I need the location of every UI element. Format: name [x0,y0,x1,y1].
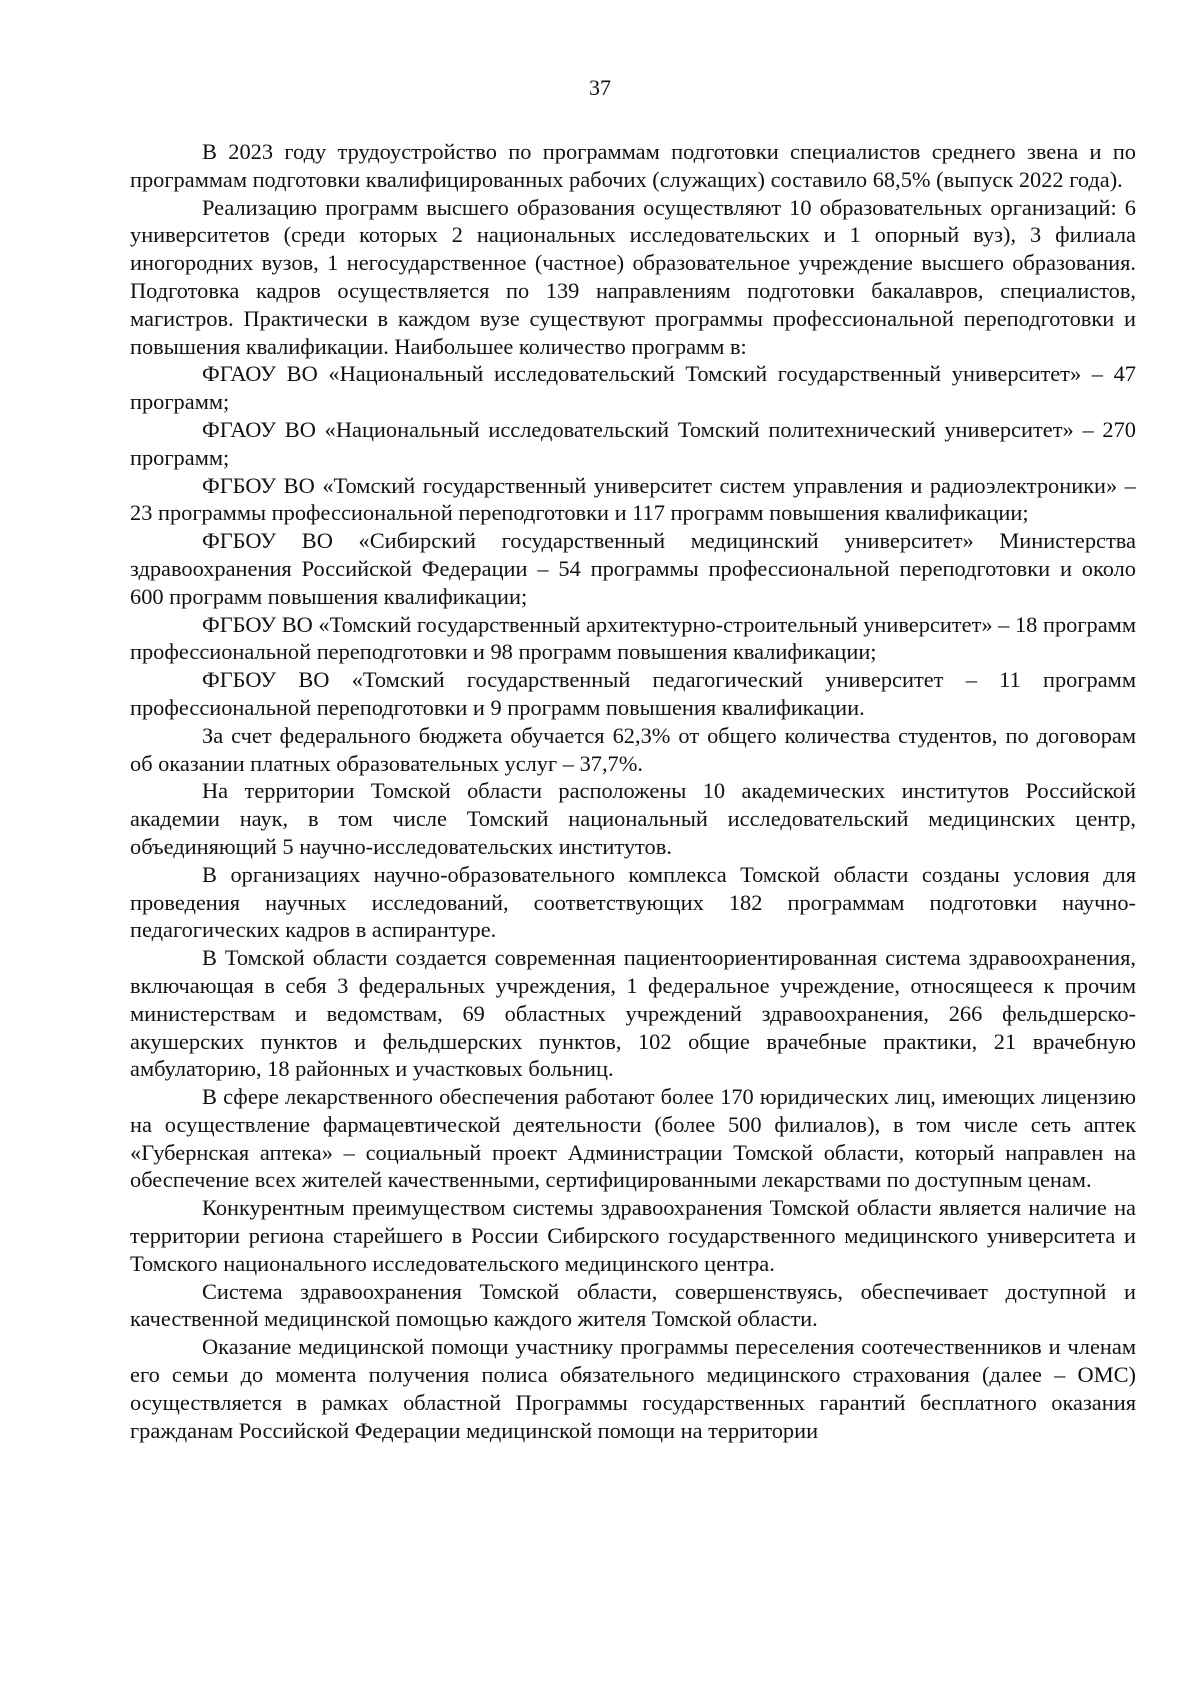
paragraph: ФГАОУ ВО «Национальный исследовательский Томский государственный университет» – 47 программ; [130,361,1136,415]
page-number: 37 [589,75,611,100]
paragraph: ФГБОУ ВО «Томский государственный архитектурно-строительный университет» – 18 программ профессиональной переподготовки и 98 программ повышения квалификации; [130,611,1136,665]
paragraph: ФГБОУ ВО «Сибирский государственный медицинский университет» Министерства здравоохранения Российской Федерации – 54 программы профессиональной переподготовки и около 600 программ повышения квалификации; [130,528,1136,609]
paragraph: Система здравоохранения Томской области, совершенствуясь, обеспечивает доступной и качественной медицинской помощью каждого жителя Томской области. [130,1278,1136,1332]
paragraph: Конкурентным преимуществом системы здравоохранения Томской области является наличие на территории региона старейшего в России Сибирского государственного медицинского университета и Томского национального исследовательского медицинского центра. [130,1195,1136,1276]
paragraph: За счет федерального бюджета обучается 62,3% от общего количества студентов, по договорам об оказании платных образовательных услуг – 37,7%. [130,722,1136,776]
paragraph: ФГАОУ ВО «Национальный исследовательский Томский политехнический университет» – 270 программ; [130,416,1136,470]
paragraph: На территории Томской области расположены 10 академических институтов Российской академии наук, в том числе Томский национальный исследовательский медицинских центр, объединяющий 5 научно-исследовательских институтов. [130,778,1136,859]
paragraph: Реализацию программ высшего образования осуществляют 10 образовательных организаций: 6 университетов (среди которых 2 национальных исследовательских и 1 опорный вуз), 3 филиала иногородних вузов, 1 негосударственное (частное) образовательное учреждение высшего образования. Подготовка кадров осуществляется по 139 направлениям подготовки бакалавров, специалистов, магистров. Практически в каждом вузе существуют программы профессиональной переподготовки и повышения квалификации. Наибольшее количество программ в: [130,194,1136,359]
paragraph: Оказание медицинской помощи участнику программы переселения соотечественников и членам его семьи до момента получения полиса обязательного медицинского страхования (далее – ОМС) осуществляется в рамках областной Программы государственных гарантий бесплатного оказания гражданам Российской Федерации медицинской помощи на территории [130,1334,1136,1443]
paragraph: ФГБОУ ВО «Томский государственный педагогический университет – 11 программ профессиональной переподготовки и 9 программ повышения квалификации. [130,667,1136,720]
paragraph: ФГБОУ ВО «Томский государственный университет систем управления и радиоэлектроники» – 23 программы профессиональной переподготовки и 117 программ повышения квалификации; [130,472,1136,526]
paragraph: В 2023 году трудоустройство по программам подготовки специалистов среднего звена и по программам подготовки квалифицированных рабочих (служащих) составило 68,5% (выпуск 2022 года). [130,139,1136,192]
paragraph: В Томской области создается современная пациентоориентированная система здравоохранения, включающая в себя 3 федеральных учреждения, 1 федеральное учреждение, относящееся к прочим министерствам и ведомствам, 69 областных учреждений здравоохранения, 266 фельдшерско-акушерских пунктов и фельдшерских пунктов, 102 общие врачебные практики, 21 врачебную амбулаторию, 18 районных и участковых больниц. [130,945,1136,1082]
paragraph: В сфере лекарственного обеспечения работают более 170 юридических лиц, имеющих лицензию на осуществление фармацевтической деятельности (более 500 филиалов), в том числе сеть аптек «Губернская аптека» – социальный проект Администрации Томской области, который направлен на обеспечение всех жителей качественными, сертифицированными лекарствами по доступным ценам. [130,1084,1136,1193]
body-text [130,138,1136,1444]
paragraph: В организациях научно-образовательного комплекса Томской области созданы условия для проведения научных исследований, соответствующих 182 программам подготовки научно-педагогических кадров в аспирантуре. [130,861,1136,943]
